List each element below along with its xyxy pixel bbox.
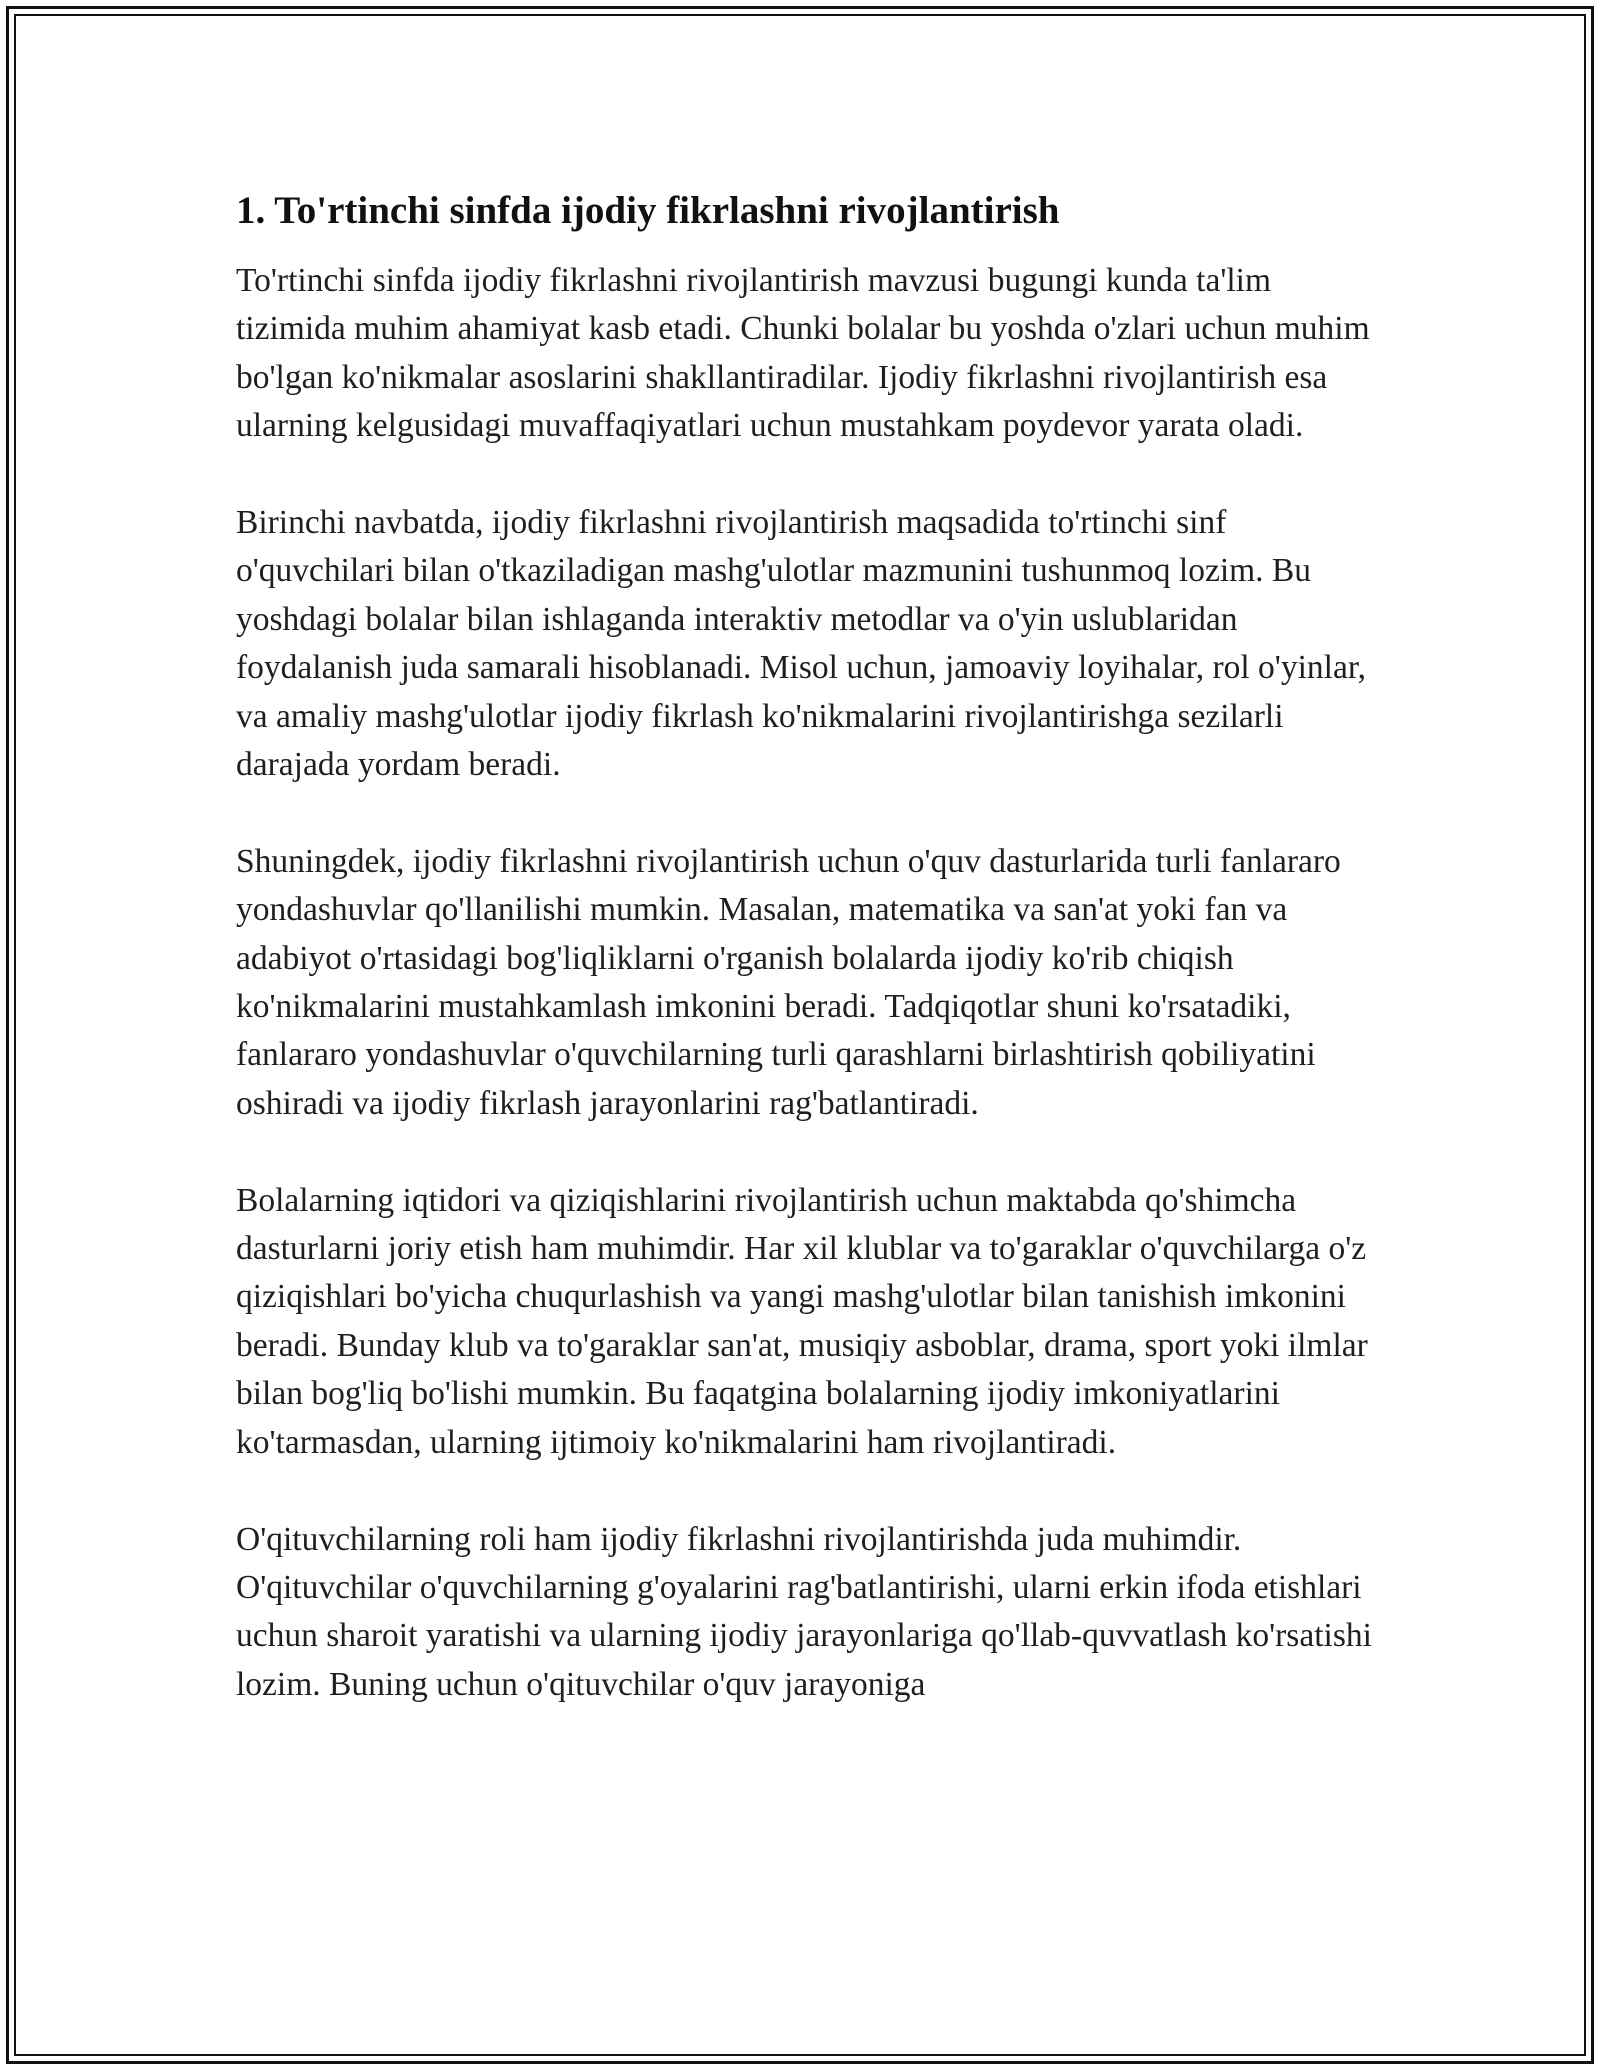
section-heading: 1. To'rtinchi sinfda ijodiy fikrlashni rivojlantirish [236, 189, 1060, 232]
document-body [236, 185, 1376, 1709]
paragraph-3: Shuningdek, ijodiy fikrlashni rivojlantirish uchun o'quv dasturlarida turli fanlararo yondashuvlar qo'llanilishi mumkin. Masalan, matematika va san'at yoki fan va adabiyot o'rtasidagi bog'liqliklarni o'rganish bolalarda ijodiy ko'rib chiqish ko'nikmalarini mustahkamlash imkonini beradi. Tadqiqotlar shuni ko'rsatadiki, fanlararo yondashuvlar o'quvchilarning turli qarashlarni birlashtirish qobiliyatini oshiradi va ijodiy fikrlash jarayonlarini rag'batlantiradi. [236, 842, 1341, 1122]
paragraph-5: O'qituvchilarning roli ham ijodiy fikrlashni rivojlantirishda juda muhimdir. O'qituvchilar o'quvchilarning g'oyalarini rag'batlantirishi, ularni erkin ifoda etishlari uchun sharoit yaratishi va ularning ijodiy jarayonlariga qo'llab-quvvatlash ko'rsatishi lozim. Buning uchun o'qituvchilar o'quv jarayoniga [236, 1520, 1372, 1703]
paragraph-2: Birinchi navbatda, ijodiy fikrlashni rivojlantirish maqsadida to'rtinchi sinf o'quvchilari bilan o'tkaziladigan mashg'ulotlar mazmunini tushunmoq lozim. Bu yoshdagi bolalar bilan ishlaganda interaktiv metodlar va o'yin uslublaridan foydalanish juda samarali hisoblanadi. Misol uchun, jamoaviy loyihalar, rol o'yinlar, va amaliy mashg'ulotlar ijodiy fikrlash ko'nikmalarini rivojlantirishga sezilarli darajada yordam beradi. [236, 504, 1367, 784]
paragraph-1: To'rtinchi sinfda ijodiy fikrlashni rivojlantirish mavzusi bugungi kunda ta'lim tizimida muhim ahamiyat kasb etadi. Chunki bolalar bu yoshda o'zlari uchun muhim bo'lgan ko'nikmalar asoslarini shakllantiradilar. Ijodiy fikrlashni rivojlantirish esa ularning kelgusidagi muvaffaqiyatlari uchun mustahkam poydevor yarata oladi. [236, 262, 1370, 445]
paragraph-4: Bolalarning iqtidori va qiziqishlarini rivojlantirish uchun maktabda qo'shimcha dasturlarni joriy etish ham muhimdir. Har xil klublar va to'garaklar o'quvchilarga o'z qiziqishlari bo'yicha chuqurlashish va yangi mashg'ulotlar bilan tanishish imkonini beradi. Bunday klub va to'garaklar san'at, musiqiy asboblar, drama, sport yoki ilmlar bilan bog'liq bo'lishi mumkin. Bu faqatgina bolalarning ijodiy imkoniyatlarini ko'tarmasdan, ularning ijtimoiy ko'nikmalarini ham rivojlantiradi. [236, 1181, 1368, 1461]
